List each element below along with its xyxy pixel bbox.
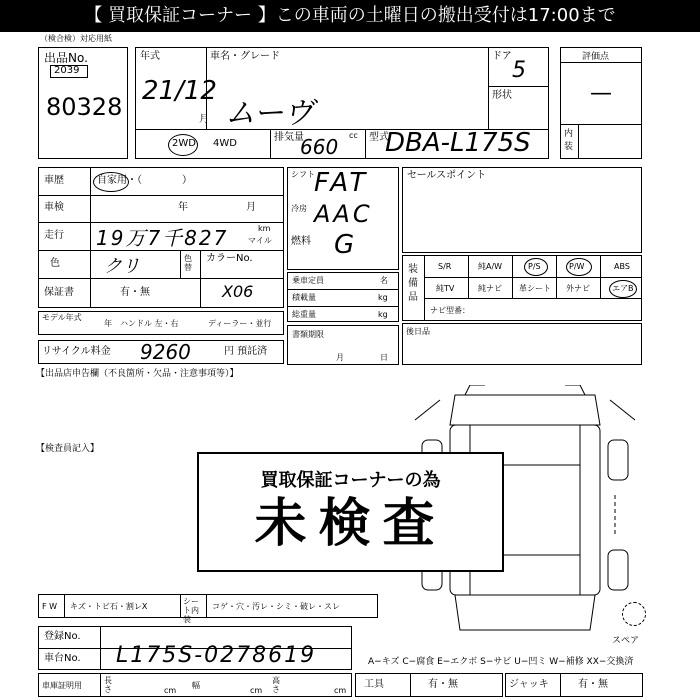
- inspector-label: 【検査員記入】: [36, 444, 100, 454]
- mileage-value: 19万7千827: [96, 226, 229, 250]
- aftermarket-label: 後日品: [406, 327, 430, 336]
- equip-aw: 純A/W: [478, 262, 503, 271]
- month-unit: 月: [199, 114, 209, 125]
- equip-ext-navi: 外ナビ: [566, 284, 590, 293]
- warranty-value: X06: [222, 282, 254, 301]
- model-year-label: モデル年式: [42, 313, 82, 322]
- displacement-label: 排気量: [274, 132, 304, 143]
- ac-label: 冷房: [291, 204, 307, 213]
- length-unit: cm: [164, 686, 177, 695]
- capacity-unit: 名: [380, 276, 388, 285]
- equipment-label: 装備品: [408, 264, 418, 303]
- recycle-label: リサイクル料金: [42, 346, 111, 357]
- spare-tire-icon: [622, 602, 646, 626]
- equip-tv: 純TV: [436, 284, 455, 293]
- docs-label: 書類期限: [292, 330, 324, 339]
- not-inspected-stamp: [197, 452, 504, 572]
- equip-sr: S/R: [438, 262, 452, 271]
- mile-unit: マイル: [248, 236, 272, 245]
- car-value: ムーヴ: [225, 96, 314, 131]
- warranty-label: 保証書: [44, 287, 74, 298]
- year-value: 21/12: [142, 76, 217, 106]
- history-label: 車歴: [44, 175, 64, 186]
- tools-label: 工具: [364, 679, 384, 690]
- cc-unit: cc: [349, 131, 358, 140]
- rating-label: 評価点: [582, 52, 610, 62]
- width-unit: cm: [250, 686, 263, 695]
- lot-stamp: 2039: [54, 65, 80, 76]
- length-label: 長さ: [104, 676, 112, 694]
- rating-value: —: [590, 81, 612, 106]
- top-note: （検合検）対応用紙: [40, 34, 112, 43]
- registration-label: 登録No.: [44, 631, 81, 642]
- displacement-value: 660: [300, 135, 339, 159]
- tools-options: 有・無: [428, 679, 458, 690]
- equip-leather: 革シート: [519, 284, 551, 293]
- height-unit: cm: [334, 686, 347, 695]
- equip-pw: P/W: [569, 262, 585, 271]
- shift-label: シフト: [291, 170, 315, 179]
- model-year-unit: 年: [104, 319, 112, 328]
- height-label: 高さ: [272, 676, 280, 694]
- docs-month: 月: [336, 353, 344, 362]
- equip-airbag: エアB: [612, 284, 634, 293]
- year-label: 年式: [140, 51, 160, 62]
- aftermarket-box: [402, 323, 642, 365]
- interior-label: 内装: [564, 129, 574, 152]
- chassis-label: 車台No.: [44, 653, 81, 664]
- shift-value: FAT: [314, 168, 369, 198]
- dealer-label: ディーラー・並行: [208, 319, 272, 328]
- equip-ps: P/S: [528, 262, 541, 271]
- recycle-value: 9260: [140, 340, 191, 364]
- jack-label: ジャッキ: [509, 679, 549, 690]
- jack-options: 有・無: [578, 679, 608, 690]
- warranty-options: 有・無: [120, 287, 150, 298]
- docs-day: 日: [380, 353, 388, 362]
- navi-label: ナビ型番：: [430, 306, 470, 315]
- car-label: 車名・グレード: [210, 51, 280, 62]
- drive-2wd: 2WD: [172, 138, 196, 149]
- color-change-label: 色替: [184, 254, 192, 272]
- recycle-unit: 円 預託済: [224, 346, 268, 357]
- capacity-label: 乗車定員: [292, 276, 324, 285]
- fw-desc: キズ・トビ石・割レX: [70, 602, 148, 611]
- color-value: クリ: [104, 256, 140, 277]
- load-unit: kg: [378, 293, 388, 302]
- seller-notes-label: 【出品店申告欄（不良箇所・欠品・注意事項等）】: [36, 369, 239, 379]
- seat-desc: コゲ・穴・汚レ・シミ・破レ・スレ: [212, 602, 340, 611]
- color-label: 色: [50, 258, 60, 269]
- lot-number: 80328: [46, 93, 123, 121]
- model-value: DBA-L175S: [385, 128, 531, 158]
- weight-label: 総重量: [292, 310, 316, 319]
- stamp-line2: 未検査: [254, 494, 447, 554]
- load-label: 積載量: [292, 293, 316, 302]
- weight-unit: kg: [378, 310, 388, 319]
- inspection-year-unit: 年: [178, 202, 188, 213]
- equip-navi: 純ナビ: [478, 284, 502, 293]
- model-label: 型式: [369, 132, 389, 143]
- lot-label: 出品No.: [44, 51, 88, 65]
- handle-label: ハンドル 左・右: [120, 319, 179, 328]
- fuel-value: G: [334, 230, 355, 260]
- fuel-label: 燃料: [291, 236, 311, 247]
- inspection-month-unit: 月: [246, 202, 256, 213]
- inspection-label: 車検: [44, 202, 64, 213]
- legend: A−キズ C−腐食 E−エクボ S−サビ U−凹ミ W−補修 XX−交換済: [368, 657, 634, 667]
- banner: 【 買取保証コーナー 】この車両の土曜日の搬出受付は17:00まで: [0, 0, 700, 32]
- drive-4wd: 4WD: [213, 138, 237, 149]
- mileage-label: 走行: [44, 230, 64, 241]
- door-label: ドア: [492, 51, 512, 62]
- color-no-label: カラーNo.: [206, 253, 253, 264]
- equip-abs: ABS: [614, 262, 630, 271]
- history-value: 自家用・（ ）: [97, 175, 192, 186]
- shape-label: 形状: [492, 90, 512, 101]
- width-label: 幅: [192, 681, 200, 690]
- cert-label: 車庫証明用: [42, 681, 82, 690]
- fw-label: F W: [42, 602, 58, 611]
- sales-point-label: セールスポイント: [407, 170, 487, 181]
- spare-label: スペア: [612, 636, 640, 646]
- stamp-line1: 買取保証コーナーの為: [260, 470, 441, 491]
- door-value: 5: [512, 58, 526, 83]
- ac-value: AAC: [314, 200, 373, 228]
- seat-label: シート内装: [183, 597, 199, 624]
- km-unit: km: [258, 224, 271, 233]
- chassis-value: L175S-0278619: [116, 643, 317, 668]
